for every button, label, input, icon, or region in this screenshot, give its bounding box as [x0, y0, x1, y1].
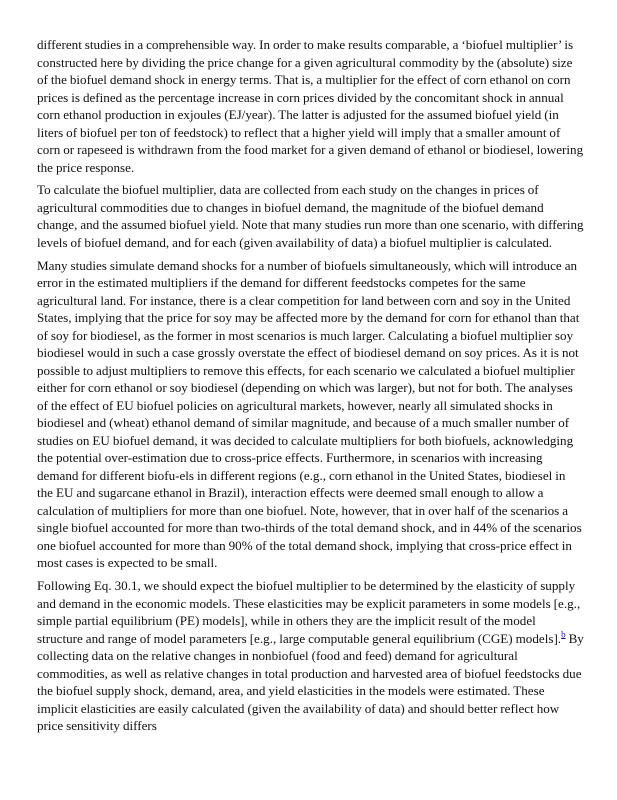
paragraph-3: Many studies simulate demand shocks for a number of biofuels simultaneously, which will introduce an error in the estimated multipliers if the demand for different feedstocks competes for the same agricultural land. For instance, there is a clear competition for land between corn and soy in the United States, implying that the price for soy may be affected more by the demand for corn for ethanol than that of soy for biodiesel, as the former in most scenarios is much larger. Calculating a biofuel multiplier soy biodiesel would in such a case grossly overstate the effect of biodiesel demand on soy prices. As it is not possible to adjust multipliers to remove this effects, for each scenario we calculated a biofuel multiplier either for corn ethanol or soy biodiesel (depending on which was larger), but not for both. The analyses of the effect of EU biofuel policies on agricultural markets, however, nearly all simulated shocks in biodiesel and (wheat) ethanol demand of similar magnitude, and because of a much smaller number of studies on EU biofuel demand, it was decided to calculate multipliers for both biofuels, acknowledging the potential over-estimation due to cross-price effects. Furthermore, in scenarios with increasing demand for different biofu-els in different regions (e.g., corn ethanol in the United States, biodiesel in the EU and sugarcane ethanol in Brazil), interaction effects were deemed small enough to allow a calculation of multipliers for more than one biofuel. Note, however, that in over half of the scenarios a single biofuel accounted for more than two-thirds of the total demand shock, and in 44% of the scenarios one biofuel accounted for more than 90% of the total demand shock, implying that cross-price effect in most cases is expected to be small.	[37, 257, 582, 571]
paragraph-1: different studies in a comprehensible way. In order to make results comparable, a ‘biofuel multiplier’ is constructed here by dividing the price change for a given agricultural commodity by the (absolute) size of the biofuel demand shock in energy terms. That is, a multiplier for the effect of corn ethanol on corn prices is defined as the percentage increase in corn prices divided by the concomitant shock in annual corn ethanol production in exjoules (EJ/year). The latter is adjusted for the assumed biofuel yield (in liters of biofuel per ton of feedstock) to reflect that a higher yield will imply that a smaller amount of corn or rapeseed is withdrawn from the food market for a given demand of ethanol or biodiesel, lowering the price response.	[37, 37, 584, 175]
footnote-link-b[interactable]: b	[561, 629, 566, 640]
document-page	[37, 36, 584, 740]
paragraph-2: To calculate the biofuel multiplier, data are collected from each study on the changes in prices of agricultural commodities due to changes in biofuel demand, the magnitude of the biofuel demand change, and the assumed biofuel yield. Note that many studies run more than one scenario, with differing levels of biofuel demand, and for each (given availability of data) a biofuel multiplier is calculated.	[37, 182, 584, 250]
paragraph-4-text-before: Following Eq. 30.1, we should expect the biofuel multiplier to be determined by the elasticity of supply and demand in the economic models. These elasticities may be explicit parameters in some models [e.g., simple partial equilibrium (PE) models], while in others they are the implicit result of the model structure and range of model parameters [e.g., large computable general equilibrium (CGE) models].	[37, 578, 581, 646]
paragraph-4-text-after: By collecting data on the relative changes in nonbiofuel (food and feed) demand for agricultural commodities, as well as relative changes in total production and harvested area of biofuel feedstocks due the biofuel supply shock, demand, area, and yield elasticities in the models were estimated. These implicit elasticities are easily calculated (given the availability of data) and should better reflect how price sensitivity differs	[37, 630, 584, 734]
paragraph-4	[37, 577, 584, 735]
